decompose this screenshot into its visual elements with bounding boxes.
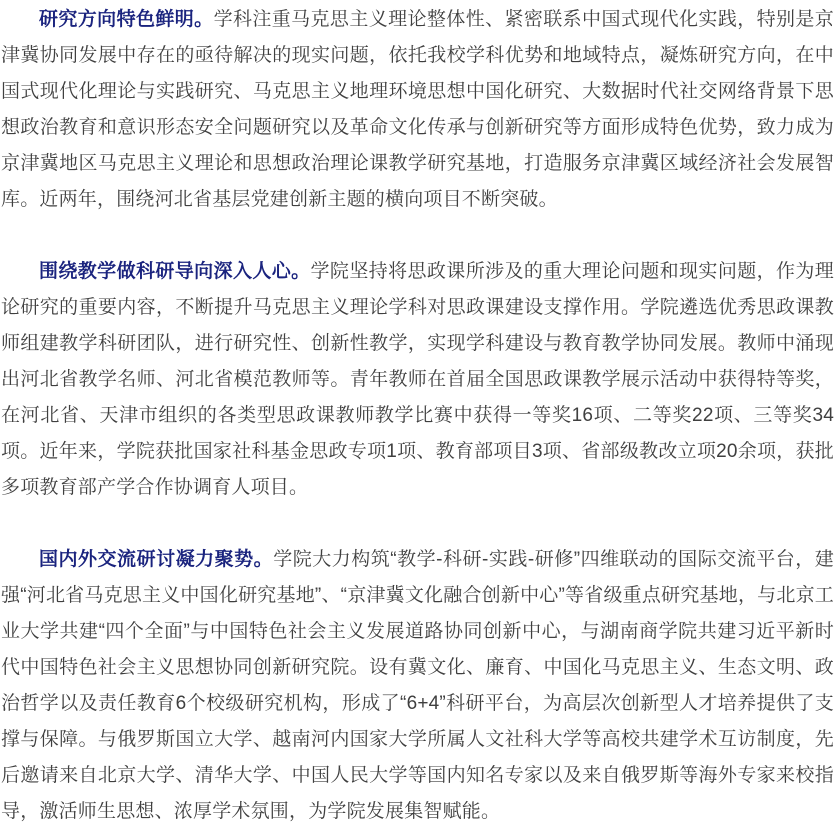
paragraph-text: 学院大力构筑“教学-科研-实践-研修”四维联动的国际交流平台，建强“河北省马克思主义中国化研究基地”、“京津冀文化融合创新中心”等省级重点研究基地，与北京工业大学共建“四个全面”与中国特色社会主义发展道路协同创新中心，与湖南商学院共建习近平新时代中国特色社会主义思想协同创新研究院。设有冀文化、廉育、中国化马克思主义、生态文明、政治哲学以及责任教育6个校级研究机构，形成了“6+4”科研平台，为高层次创新型人才培养提供了支撑与保障。与俄罗斯国立大学、越南河内国家大学所属人文社科大学等高校共建学术互访制度，先后邀请来自北京大学、清华大学、中国人民大学等国内知名专家以及来自俄罗斯等海外专家来校指导，激活师生思想、浓厚学术氛围，为学院发展集智赋能。 — [1, 549, 834, 822]
paragraph-exchange-cooperation — [1, 542, 834, 830]
paragraph-lead: 围绕教学做科研导向深入人心。 — [39, 261, 311, 282]
paragraph-text: 学院坚持将思政课所涉及的重大理论问题和现实问题，作为理论研究的重要内容，不断提升马克思主义理论学科对思政课建设支撑作用。学院遴选优秀思政课教师组建教学科研团队，进行研究性、创新性教学，实现学科建设与教育教学协同发展。教师中涌现出河北省教学名师、河北省模范教师等。青年教师在首届全国思政课教学展示活动中获得特等奖，在河北省、天津市组织的各类型思政课教师教学比赛中获得一等奖16项、二等奖22项、三等奖34项。近年来，学院获批国家社科基金思政专项1项、教育部项目3项、省部级教改立项20余项，获批多项教育部产学合作协调育人项目。 — [1, 261, 834, 498]
paragraph-teaching-research — [1, 254, 834, 506]
paragraph-lead: 研究方向特色鲜明。 — [39, 9, 214, 30]
paragraph-lead: 国内外交流研讨凝力聚势。 — [39, 549, 274, 570]
paragraph-research-directions — [1, 2, 834, 218]
article-body — [1, 2, 834, 830]
paragraph-text: 学科注重马克思主义理论整体性、紧密联系中国式现代化实践，特别是京津冀协同发展中存在的亟待解决的现实问题，依托我校学科优势和地域特点，凝炼研究方向，在中国式现代化理论与实践研究、马克思主义地理环境思想中国化研究、大数据时代社交网络背景下思想政治教育和意识形态安全问题研究以及革命文化传承与创新研究等方面形成特色优势，致力成为京津冀地区马克思主义理论和思想政治理论课教学研究基地，打造服务京津冀区域经济社会发展智库。近两年，围绕河北省基层党建创新主题的横向项目不断突破。 — [1, 9, 834, 210]
